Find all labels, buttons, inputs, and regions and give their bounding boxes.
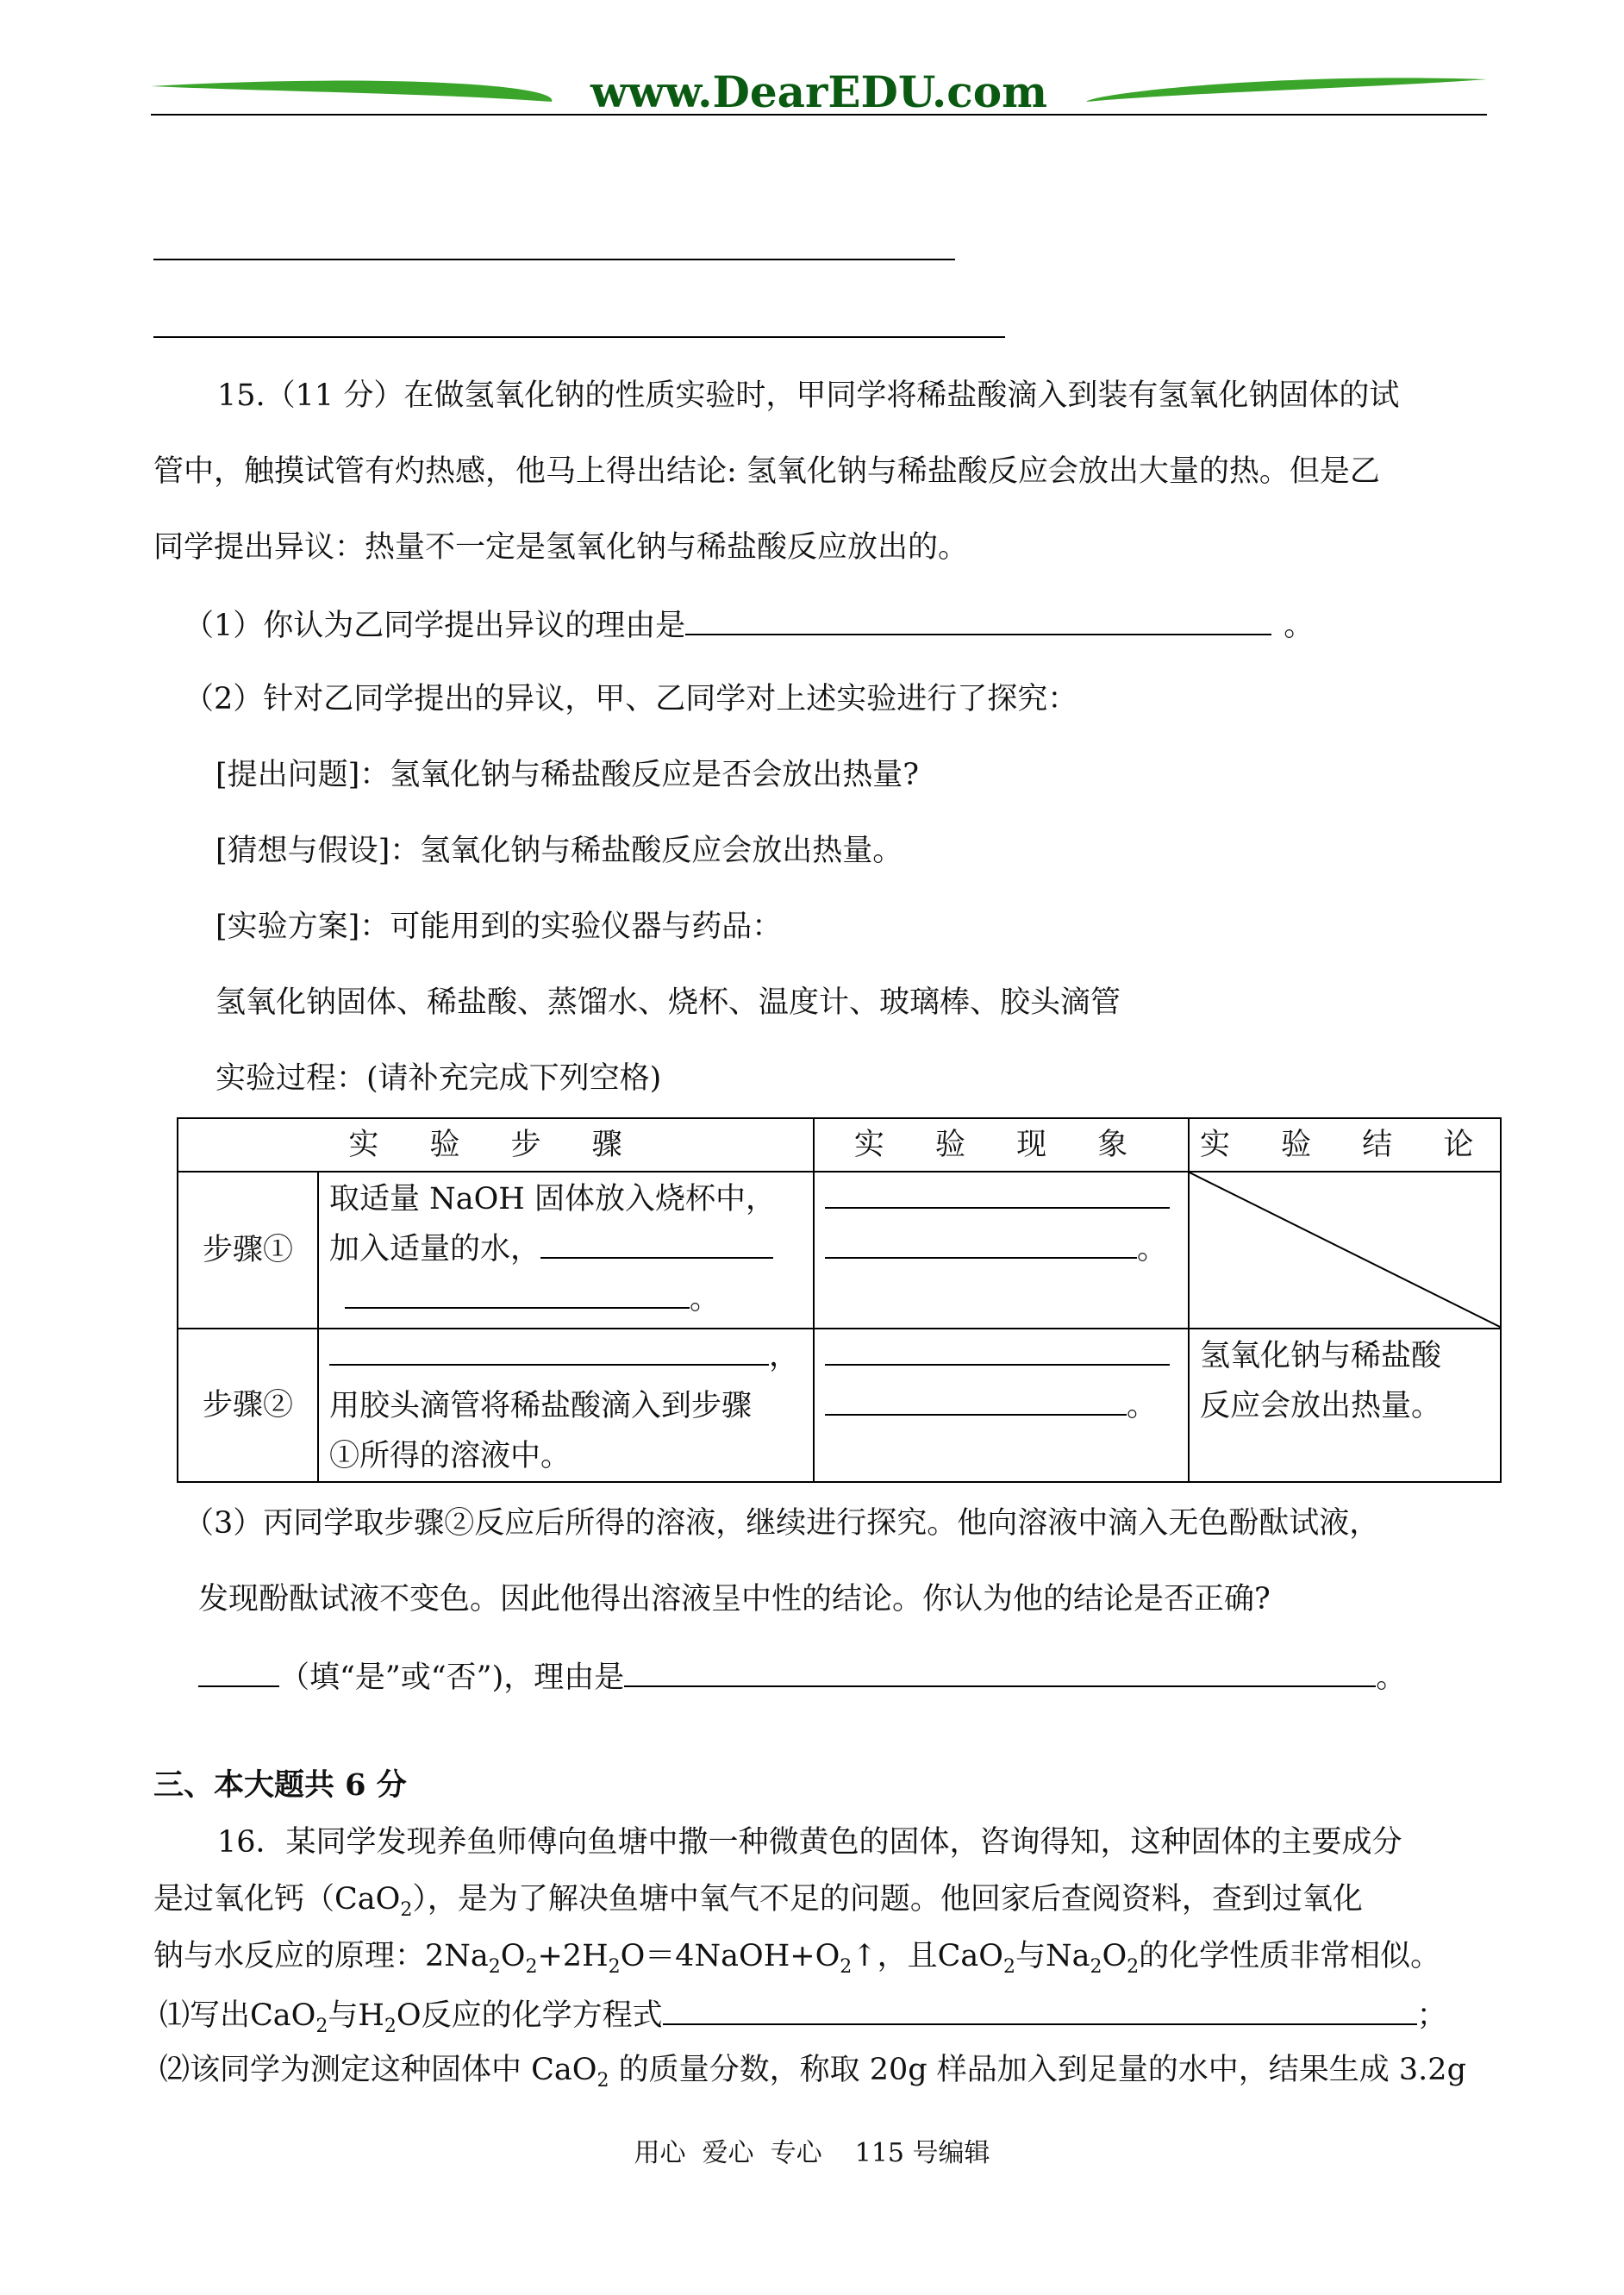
q16-line: 钠与水反应的原理：$2Na_2O_2+2H_2O=4NaOH+O_2↑$，且CaO$_2$与$Na_2O_2$的化学性质非常相似。 <box>153 1939 1441 1978</box>
site-name: www.DearEDU.com <box>590 66 1047 117</box>
table-header-row <box>178 1118 1501 1172</box>
answer-blank[interactable] <box>825 1335 1170 1366</box>
q16-part2: ⑵该同学为测定这种固体中 CaO$_2$ 的质量分数，称取 20g 样品加入到足量的水中，结果生成 3.2g <box>159 2053 1466 2092</box>
table-row <box>178 1172 1501 1329</box>
q15-guess: [猜想与假设]：氢氧化钠与稀盐酸反应会放出热量。 <box>215 834 903 868</box>
answer-blank[interactable] <box>329 1335 769 1366</box>
answer-blank[interactable] <box>624 1656 1376 1687</box>
step1-phenomenon: 。 <box>814 1172 1189 1329</box>
answer-blank[interactable] <box>825 1178 1170 1209</box>
diagonal-slash <box>1190 1173 1502 1328</box>
answer-blank[interactable] <box>663 1994 1417 2025</box>
q15-ask: [提出问题]：氢氧化钠与稀盐酸反应是否会放出热量? <box>215 758 920 792</box>
answer-blank[interactable] <box>685 604 1271 635</box>
answer-line <box>153 259 955 260</box>
page-footer: 用心 爱心 专心 115 号编辑 <box>634 2138 990 2168</box>
answer-blank[interactable] <box>345 1278 690 1309</box>
header-banner <box>147 67 1491 121</box>
q15-intro-line: 同学提出异议：热量不一定是氢氧化钠与稀盐酸反应放出的。 <box>153 530 969 565</box>
q15-intro-line: 15.（11 分）在做氢氧化钠的性质实验时，甲同学将稀盐酸滴入到装有氢氧化钠固体的试 <box>217 378 1400 413</box>
step2-label: 步骤② <box>178 1329 318 1482</box>
q15-part2: （2）针对乙同学提出的异议，甲、乙同学对上述实验进行了探究： <box>184 682 1078 716</box>
step1-procedure: 取适量 NaOH 固体放入烧杯中， 加入适量的水， 。 <box>318 1172 814 1329</box>
q15-process: 实验过程：(请补充完成下列空格) <box>215 1061 662 1096</box>
table-row <box>178 1329 1501 1482</box>
q16-line: 是过氧化钙（CaO$_2$），是为了解决鱼塘中氧气不足的问题。他回家后查阅资料，查到过氧化 <box>153 1882 1363 1921</box>
step2-phenomenon: 。 <box>814 1329 1189 1482</box>
q16-line: 16．某同学发现养鱼师傅向鱼塘中撒一种微黄色的固体，咨询得知，这种固体的主要成分 <box>217 1825 1402 1860</box>
answer-blank[interactable] <box>825 1385 1127 1416</box>
answer-blank[interactable] <box>540 1228 773 1259</box>
q15-part3-answer: （填“是”或“否”)，理由是 。 <box>198 1656 1406 1697</box>
step2-procedure: ， 用胶头滴管将稀盐酸滴入到步骤 ①所得的溶液中。 <box>318 1329 814 1482</box>
q15-part3-line: （3）丙同学取步骤②反应后所得的溶液，继续进行探究。他向溶液中滴入无色酚酞试液， <box>184 1506 1380 1541</box>
q15-plan: [实验方案]：可能用到的实验仪器与药品： <box>215 910 783 944</box>
answer-line <box>153 336 1005 338</box>
q15-part1: （1）你认为乙同学提出异议的理由是 。 <box>184 604 1314 645</box>
step2-conclusion: 氢氧化钠与稀盐酸 反应会放出热量。 <box>1189 1329 1501 1482</box>
header-steps: 实 验 步 骤 <box>178 1118 814 1172</box>
header-phenomenon: 实 验 现 象 <box>814 1118 1189 1172</box>
experiment-table <box>177 1117 1502 1483</box>
q15-part3-line: 发现酚酞试液不变色。因此他得出溶液呈中性的结论。你认为他的结论是否正确? <box>198 1582 1271 1617</box>
q15-intro-line: 管中，触摸试管有灼热感，他马上得出结论: 氢氧化钠与稀盐酸反应会放出大量的热。但是乙 <box>153 454 1380 489</box>
answer-blank[interactable] <box>198 1656 279 1687</box>
step1-label: 步骤① <box>178 1172 318 1329</box>
section-title: 三、本大题共 6 分 <box>153 1767 407 1803</box>
header-conclusion: 实 验 结 论 <box>1189 1118 1501 1172</box>
step1-conclusion-na <box>1189 1172 1501 1329</box>
q16-part1: ⑴写出CaO$_2$与$H_2O$反应的化学方程式 ； <box>159 1994 1447 2035</box>
answer-blank[interactable] <box>825 1228 1137 1259</box>
q15-materials: 氢氧化钠固体、稀盐酸、蒸馏水、烧杯、温度计、玻璃棒、胶头滴管 <box>215 985 1121 1020</box>
